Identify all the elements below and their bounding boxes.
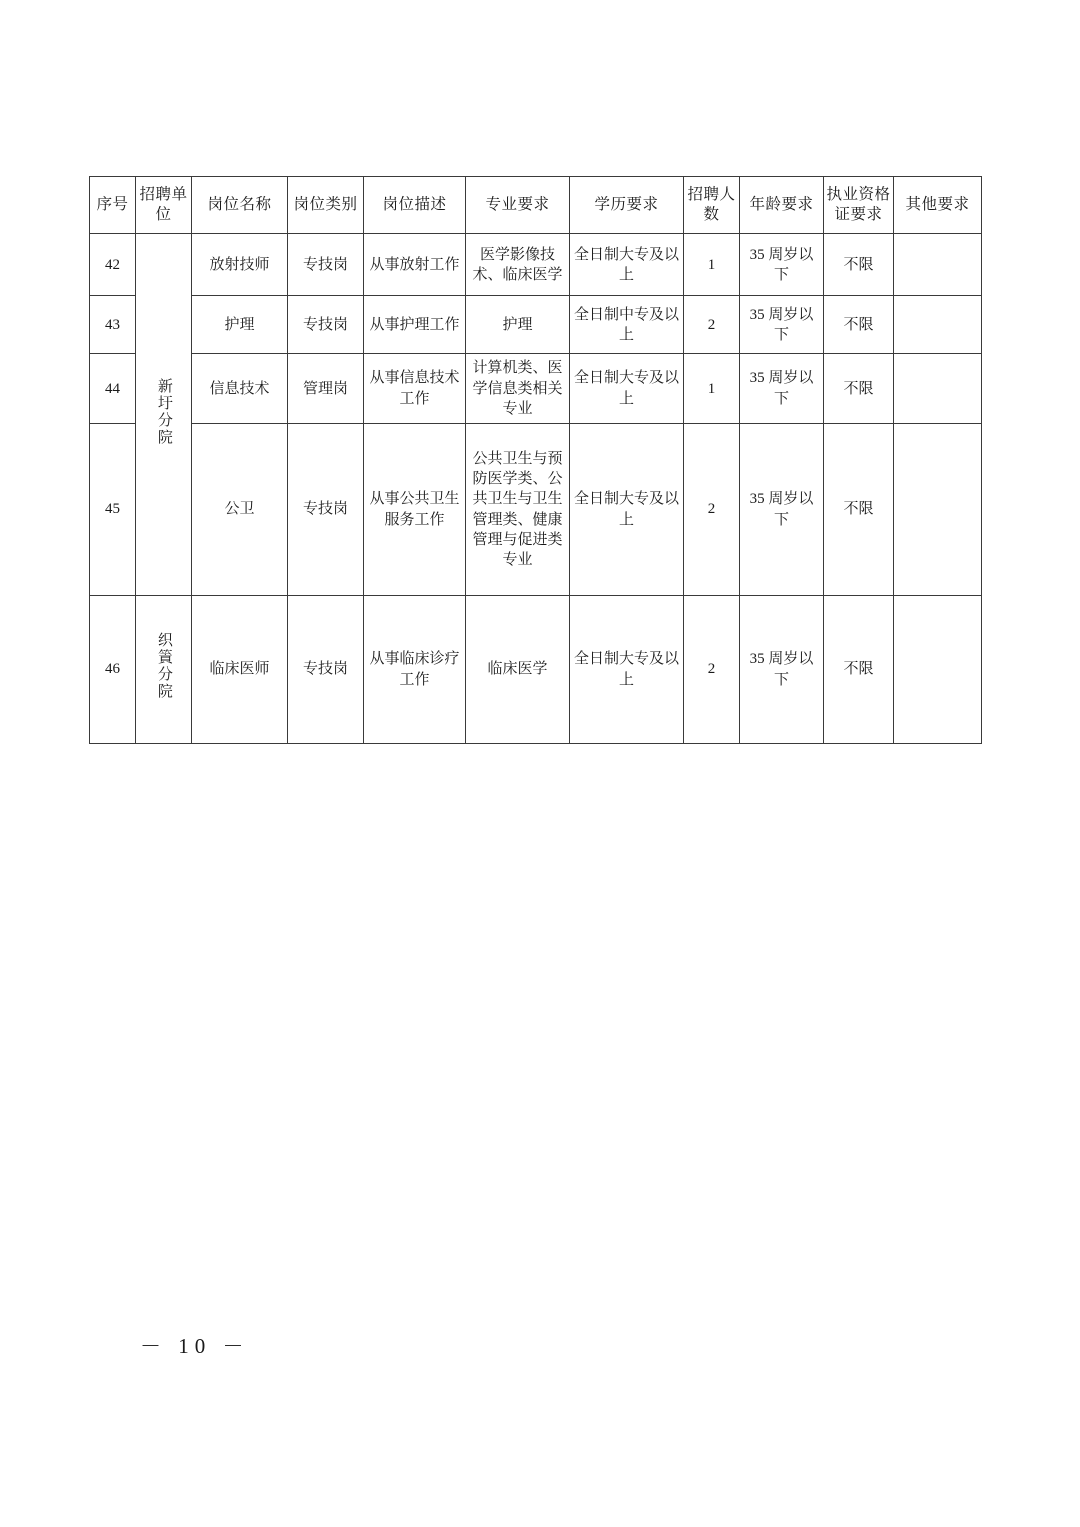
header-major: 专业要求	[466, 177, 570, 234]
cell-age: 35 周岁以下	[740, 596, 824, 744]
cell-age: 35 周岁以下	[740, 424, 824, 596]
cell-category: 管理岗	[288, 354, 364, 424]
cell-position: 放射技师	[192, 234, 288, 296]
cell-count: 2	[684, 424, 740, 596]
header-description: 岗位描述	[364, 177, 466, 234]
header-count: 招聘人数	[684, 177, 740, 234]
header-education: 学历要求	[570, 177, 684, 234]
cell-no: 42	[90, 234, 136, 296]
cell-no: 44	[90, 354, 136, 424]
cell-count: 1	[684, 234, 740, 296]
cell-unit-group-xinwei	[136, 234, 192, 596]
unit-label: 织篢分院	[155, 632, 172, 701]
cell-age: 35 周岁以下	[740, 296, 824, 354]
unit-label: 新圩分院	[155, 377, 172, 446]
header-no: 序号	[90, 177, 136, 234]
cell-unit-group-zhijian	[136, 596, 192, 744]
cell-count: 1	[684, 354, 740, 424]
cell-license: 不限	[824, 596, 894, 744]
cell-major: 计算机类、医学信息类相关专业	[466, 354, 570, 424]
cell-description: 从事放射工作	[364, 234, 466, 296]
table-header-row	[90, 177, 982, 234]
cell-major: 临床医学	[466, 596, 570, 744]
cell-position: 公卫	[192, 424, 288, 596]
cell-description: 从事信息技术工作	[364, 354, 466, 424]
cell-age: 35 周岁以下	[740, 354, 824, 424]
cell-license: 不限	[824, 424, 894, 596]
cell-education: 全日制大专及以上	[570, 596, 684, 744]
cell-major: 公共卫生与预防医学类、公共卫生与卫生管理类、健康管理与促进类专业	[466, 424, 570, 596]
cell-education: 全日制大专及以上	[570, 354, 684, 424]
cell-no: 45	[90, 424, 136, 596]
cell-age: 35 周岁以下	[740, 234, 824, 296]
cell-other	[894, 596, 982, 744]
header-other: 其他要求	[894, 177, 982, 234]
cell-major: 护理	[466, 296, 570, 354]
cell-category: 专技岗	[288, 234, 364, 296]
header-category: 岗位类别	[288, 177, 364, 234]
cell-category: 专技岗	[288, 424, 364, 596]
recruitment-table	[89, 176, 982, 744]
cell-other	[894, 354, 982, 424]
cell-other	[894, 424, 982, 596]
cell-license: 不限	[824, 354, 894, 424]
cell-position: 临床医师	[192, 596, 288, 744]
cell-education: 全日制大专及以上	[570, 424, 684, 596]
table-row	[90, 596, 982, 744]
recruitment-table-container	[89, 176, 981, 744]
cell-count: 2	[684, 596, 740, 744]
table-row	[90, 424, 982, 596]
header-unit: 招聘单位	[136, 177, 192, 234]
cell-description: 从事临床诊疗工作	[364, 596, 466, 744]
cell-position: 信息技术	[192, 354, 288, 424]
table-row	[90, 354, 982, 424]
cell-category: 专技岗	[288, 296, 364, 354]
cell-education: 全日制中专及以上	[570, 296, 684, 354]
cell-major: 医学影像技术、临床医学	[466, 234, 570, 296]
cell-description: 从事护理工作	[364, 296, 466, 354]
cell-description: 从事公共卫生服务工作	[364, 424, 466, 596]
cell-position: 护理	[192, 296, 288, 354]
cell-no: 46	[90, 596, 136, 744]
header-license: 执业资格证要求	[824, 177, 894, 234]
table-row	[90, 234, 982, 296]
table-row	[90, 296, 982, 354]
cell-other	[894, 296, 982, 354]
cell-license: 不限	[824, 234, 894, 296]
cell-no: 43	[90, 296, 136, 354]
cell-other	[894, 234, 982, 296]
cell-license: 不限	[824, 296, 894, 354]
header-position: 岗位名称	[192, 177, 288, 234]
page-number: － 10 －	[140, 1334, 250, 1358]
cell-category: 专技岗	[288, 596, 364, 744]
header-age: 年龄要求	[740, 177, 824, 234]
cell-education: 全日制大专及以上	[570, 234, 684, 296]
cell-count: 2	[684, 296, 740, 354]
